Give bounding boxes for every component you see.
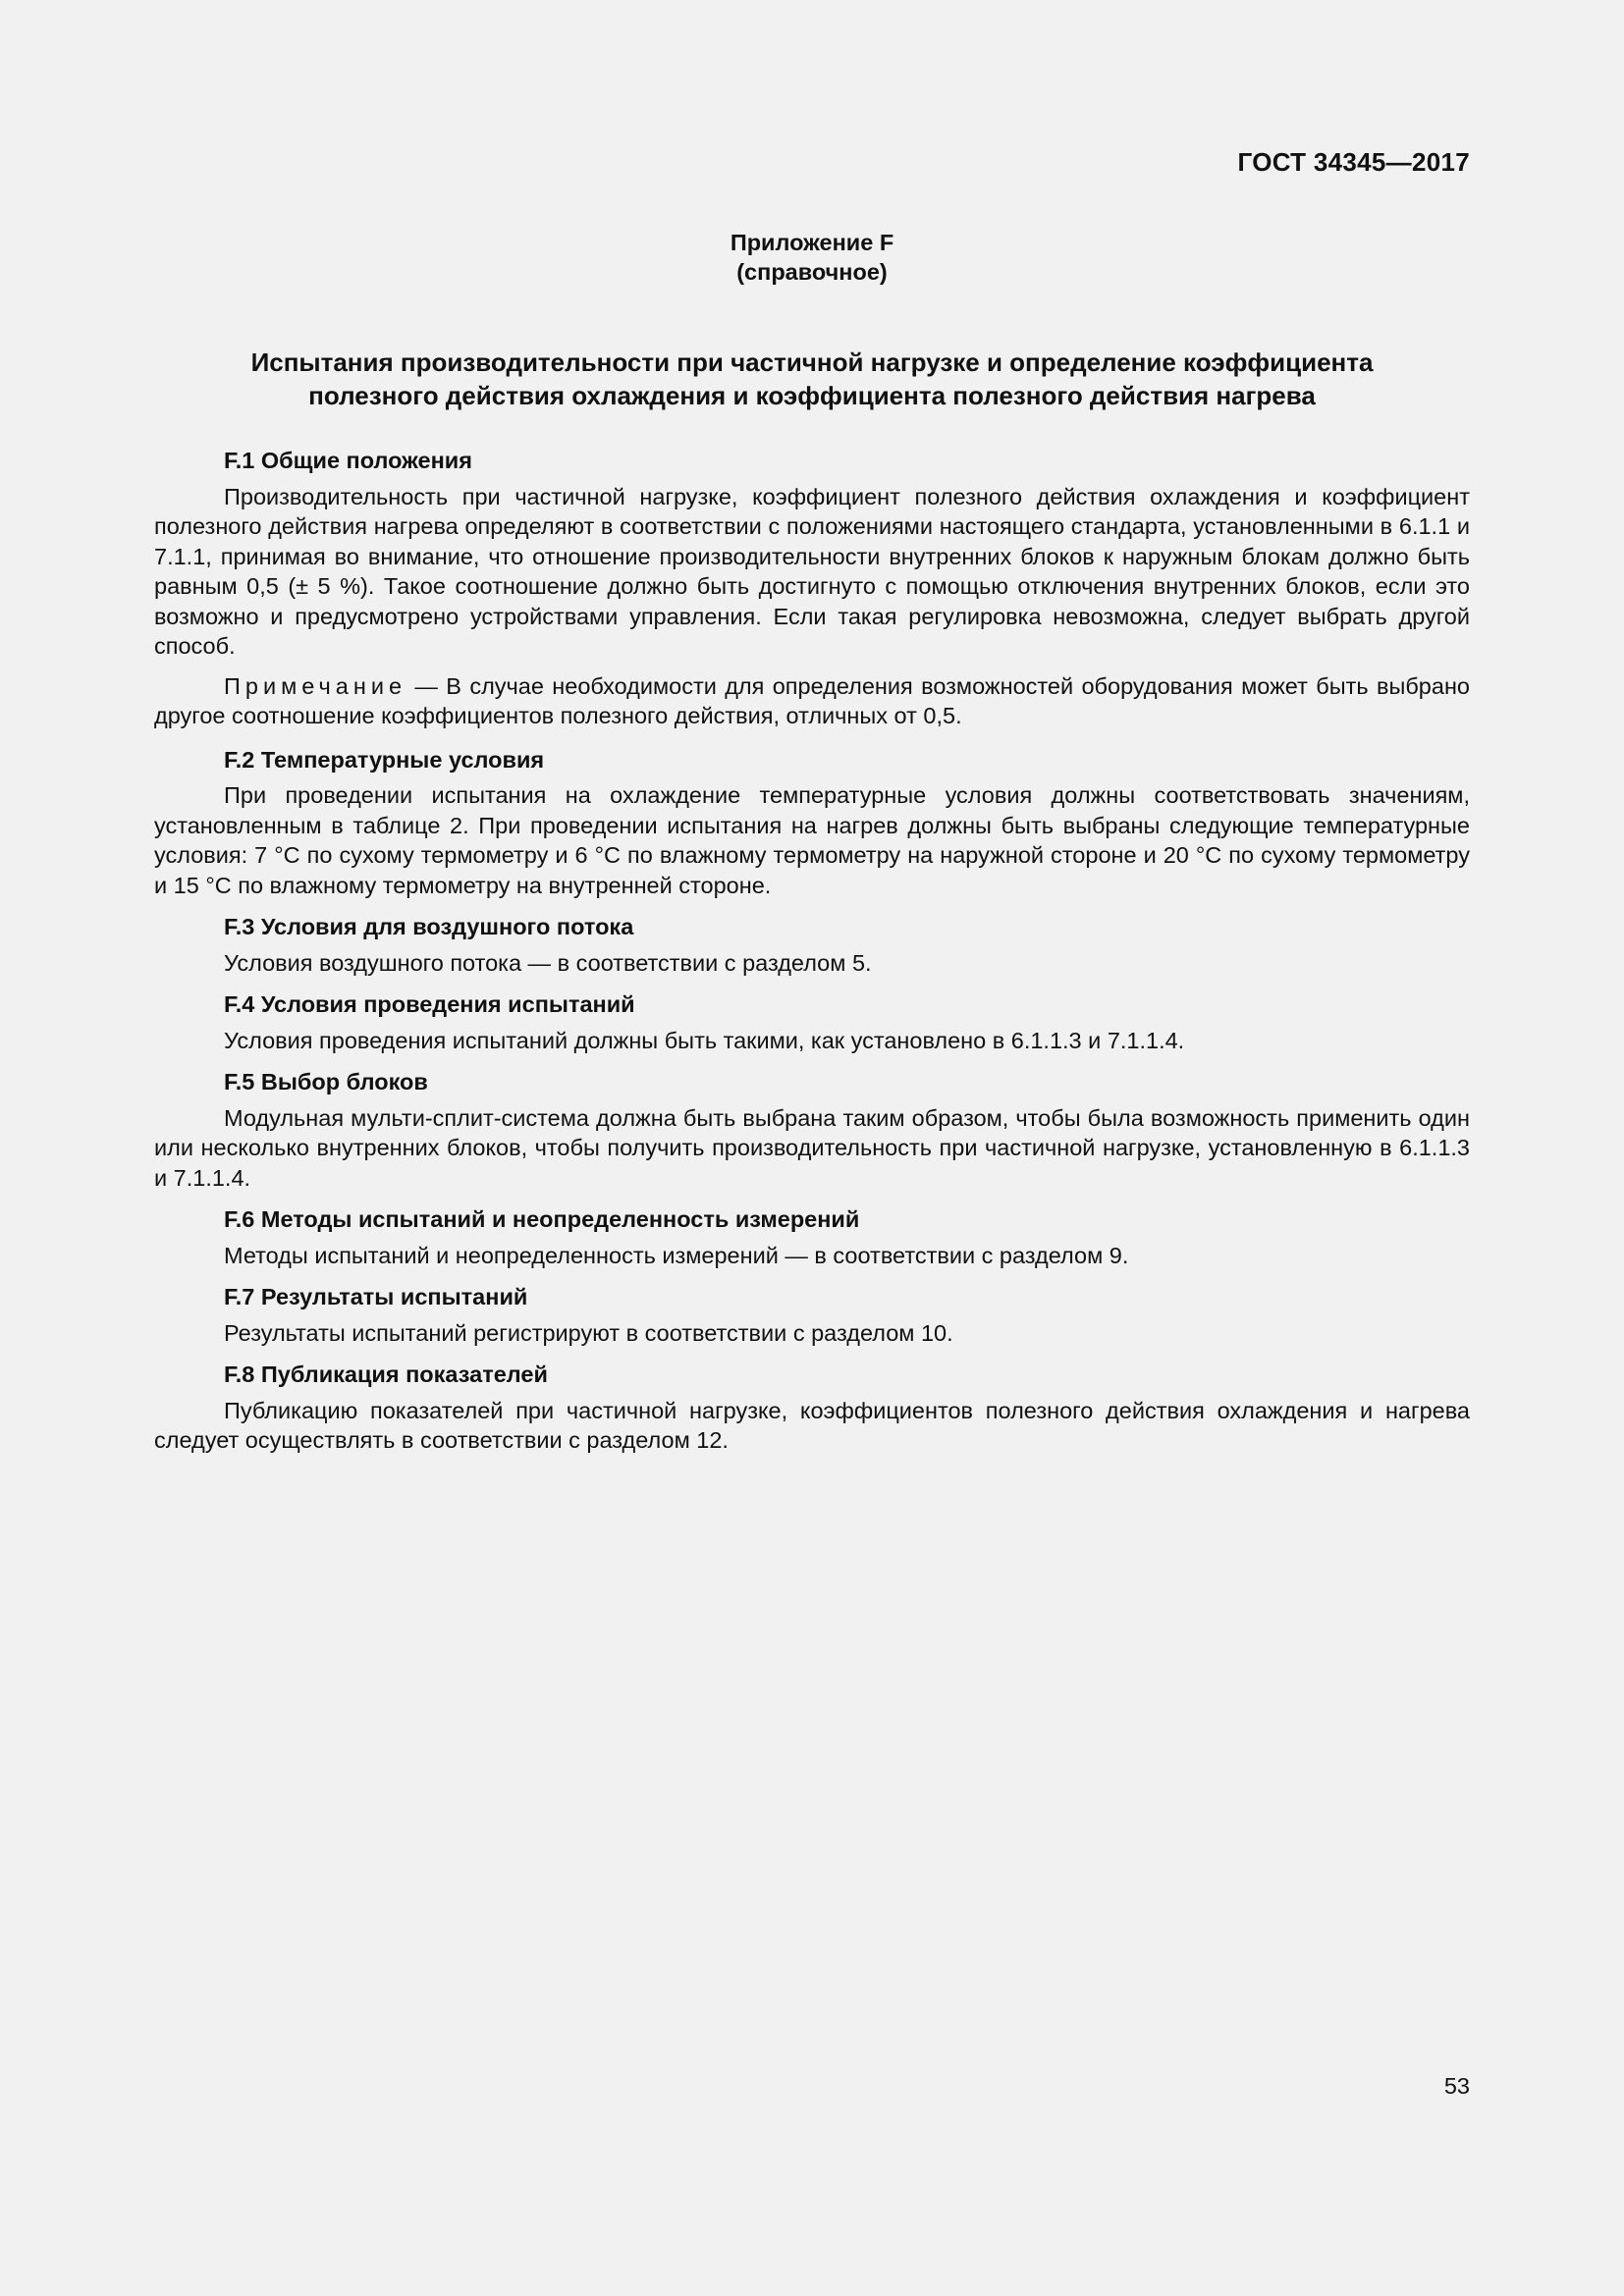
note-f1	[154, 671, 1470, 731]
section-heading-f8: F.8 Публикация показателей	[224, 1362, 548, 1387]
section-text-f6: Методы испытаний и неопределенность измерений — в соответствии с разделом 9.	[224, 1242, 1129, 1268]
section-text-f7: Результаты испытаний регистрируют в соответствии с разделом 10.	[224, 1319, 953, 1346]
section-text-f3: Условия воздушного потока — в соответствии с разделом 5.	[224, 949, 872, 976]
section-text-f5: Модульная мульти-сплит-система должна быть выбрана таким образом, чтобы была возможность применить один или несколько внутренних блоков, чтобы получить производительность при частичной нагрузке, установленную в 6.1.1.3 и 7.1.1.4.	[154, 1104, 1470, 1191]
note-text: — В случае необходимости для определения возможностей оборудования может быть выбрано другое соотношение коэффициентов полезного действия, отличных от 0,5.	[154, 672, 1470, 728]
appendix-content	[154, 446, 1470, 1456]
standard-code: ГОСТ 34345—2017	[1237, 147, 1470, 177]
section-heading-f4: F.4 Условия проведения испытаний	[224, 991, 635, 1017]
section-heading-f1: F.1 Общие положения	[224, 448, 472, 473]
title-line-1: Испытания производительности при частичной нагрузке и определение коэффициента	[250, 347, 1374, 377]
section-heading-f2: F.2 Температурные условия	[224, 746, 545, 773]
appendix-type: (справочное)	[736, 259, 888, 285]
section-text-f1: Производительность при частичной нагрузке, коэффициент полезного действия охлаждения и коэффициент полезного действия нагрева определяют в соответствии с положениями настоящего стандарта, установленными в 6.1.1 и 7.1.1, принимая во внимание, что отношение производительности внутренних блоков к наружным блокам должно быть равным 0,5 (± 5 %). Такое соотношение должно быть достигнуто с помощью отключения внутренних блоков, если это возможно и предусмотрено устройствами управления. Если такая регулировка невозможна, следует выбрать другой способ.	[154, 483, 1470, 659]
section-text-f2: При проведении испытания на охлаждение температурные условия должны соответствовать значениям, установленным в таблице 2. При проведении испытания на нагрев должны быть выбраны следующие температурные условия: 7 °С по сухому термометру и 6 °С по влажному термометру на наружной стороне и 20 °С по сухому термометру и 15 °С по влажному термометру на внутренней стороне.	[154, 782, 1470, 898]
section-heading-f3: F.3 Условия для воздушного потока	[224, 914, 634, 939]
section-heading-f5: F.5 Выбор блоков	[224, 1069, 428, 1095]
section-heading-f7: F.7 Результаты испытаний	[224, 1284, 528, 1309]
appendix-heading	[0, 228, 1624, 287]
section-text-f8: Публикацию показателей при частичной нагрузке, коэффициентов полезного действия охлаждения и нагрева следует осуществлять в соответствии с разделом 12.	[154, 1397, 1470, 1453]
section-heading-f6: F.6 Методы испытаний и неопределенность измерений	[224, 1206, 860, 1232]
appendix-title: Приложение F	[730, 230, 894, 255]
note-label: Примечание	[224, 672, 407, 699]
appendix-main-title	[147, 346, 1477, 412]
title-line-2: полезного действия охлаждения и коэффициента полезного действия нагрева	[308, 381, 1316, 410]
section-text-f4: Условия проведения испытаний должны быть такими, как установлено в 6.1.1.3 и 7.1.1.4.	[224, 1027, 1185, 1053]
page-number: 53	[1443, 2073, 1470, 2099]
